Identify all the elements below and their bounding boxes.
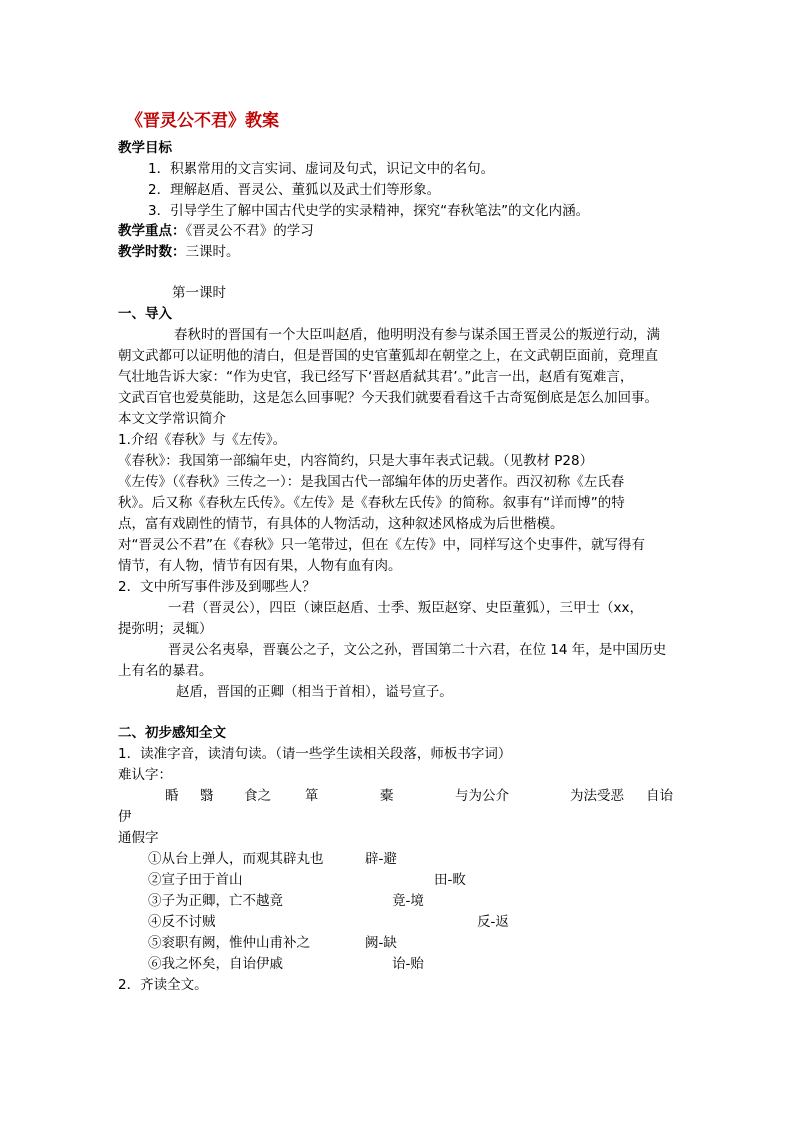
section1-heading: 一、导入 [118,306,172,322]
tongjia-sentence: ②宣子田于首山 [148,872,243,888]
hard-word: 食之 [244,788,271,804]
intro-line: 春秋时的晋国有一个大臣叫赵盾，他明明没有参与谋杀国王晋灵公的叛逆行动，满 [174,327,660,343]
intro-line: 气壮地告诉大家：“作为史官，我已经写下‘晋赵盾弑其君’。”此言一出，赵盾有冤难言， [118,369,634,385]
tongjia-sentence: ⑤衮职有阙，惟仲山甫补之 [148,935,310,951]
compare-line: 情节，有人物，情节有因有果，人物有血有肉。 [118,558,402,574]
goal-item: 2．理解赵盾、晋灵公、董狐以及武士们等形象。 [148,182,441,198]
teaching-focus [118,221,314,241]
linggong-line: 上有名的暴君。 [118,663,213,679]
tongjia-sentence: ①从台上弹人，而观其辟丸也 [148,851,324,867]
question-2: 2．文中所写事件涉及到哪些人？ [118,579,316,595]
hard-word: 与为公介 [455,788,509,804]
tongjia-sentence: ⑥我之怀矣，自诒伊戚 [148,956,283,972]
tongjia-pair: 反-返 [477,914,509,930]
compare-line: 对“晋灵公不君”在《春秋》只一笔带过，但在《左传》中，同样写这个史事件，就写得有 [118,537,645,553]
hours-label: 教学时数： [118,244,186,260]
focus-label: 教学重点： [118,223,186,239]
zuozhuan-line: 点，富有戏剧性的情节，有具体的人物活动，这种叙述风格成为后世楷模。 [118,516,564,532]
document-title: 《晋灵公不君》教案 [126,111,279,131]
goals-heading: 教学目标 [118,140,172,156]
step-1: 1．读准字音，读清句读。（请一些学生读相关段落，师板书字词） [118,746,512,762]
intro-line: 文武百官也爱莫能助，这是怎么回事呢？今天我们就要看看这千古奇冤倒底是怎么加回事。 [118,390,658,406]
step-2: 2．齐读全文。 [118,977,208,993]
hard-label: 难认字： [118,767,172,783]
chunqiu-note: 《春秋》：我国第一部编年史，内容简约，只是大事年表式记载。（见教材 P28） [118,453,594,469]
people-line: 一君（晋灵公），四臣（谏臣赵盾、士季、叛臣赵穿、史臣董狐），三甲士（xx， [168,600,643,616]
focus-value: 《晋灵公不君》的学习 [185,223,314,239]
hard-word: 橐 [380,788,394,804]
lesson-heading: 第一课时 [172,285,226,301]
hard-word: 翳 [200,788,214,804]
hard-word: 箪 [305,788,319,804]
teaching-hours [118,242,240,262]
linggong-line: 晋灵公名夷皋，晋襄公之子，文公之孙，晋国第二十六君，在位 14 年，是中国历史 [168,642,667,658]
zuozhuan-line: 《左传》（《春秋》三传之一）：是我国古代一部编年体的历史著作。西汉初称《左氏春 [118,474,625,490]
goal-item: 1．积累常用的文言实词、虚词及句式，识记文中的名句。 [148,161,495,177]
goal-item: 3．引导学生了解中国古代史学的实录精神，探究“春秋笔法”的文化内涵。 [148,203,590,219]
people-line: 提弥明；灵辄） [118,621,213,637]
tongjia-sentence: ④反不讨贼 [148,914,216,930]
tongjia-pair: 竟-境 [392,893,424,909]
hard-word: 为法受恶 [570,788,624,804]
tongjia-pair: 诒-贻 [392,956,424,972]
tongjia-pair: 田-畋 [434,872,466,888]
culture-heading: 本文文学常识简介 [118,411,226,427]
hard-word-wrap: 伊 [118,809,132,825]
tongjia-pair: 辟-避 [365,851,397,867]
hard-word: 自诒 [646,788,673,804]
hard-word: 睧 [165,788,179,804]
tongjia-pair: 阙-缺 [365,935,397,951]
question-1: 1.介绍《春秋》与《左传》。 [118,432,287,448]
tongjia-sentence: ③子为正卿，亡不越竟 [148,893,283,909]
tongjia-label: 通假字 [118,830,159,846]
zuozhuan-line: 秋》。后又称《春秋左氏传》。《左传》是《春秋左氏传》的简称。叙事有“详而博”的特 [118,495,625,511]
hours-value: 三课时。 [185,244,240,260]
intro-line: 朝文武都可以证明他的清白，但是晋国的史官董狐却在朝堂之上，在文武朝臣面前，竟理直 [118,348,658,364]
section2-heading: 二、初步感知全文 [118,725,226,741]
zhaodun-line: 赵盾，晋国的正卿（相当于首相），谥号宣子。 [176,684,453,700]
